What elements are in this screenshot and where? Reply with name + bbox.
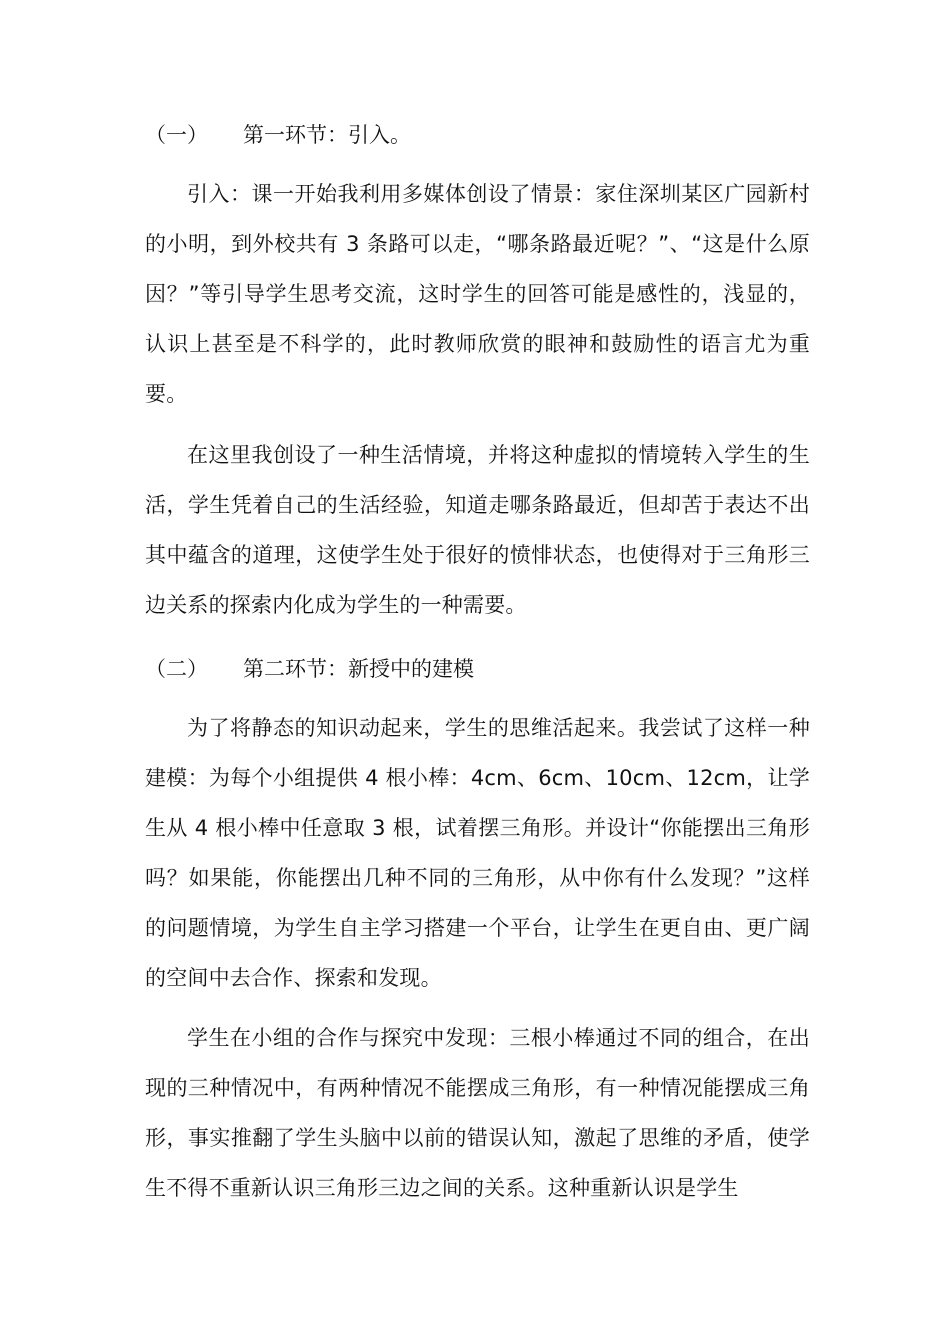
section-heading-1 xyxy=(145,121,411,149)
paragraph-2: 在这里我创设了一种生活情境，并将这种虚拟的情境转入学生的生活，学生凭着自己的生活经验，知道走哪条路最近，但却苦于表达不出其中蕴含的道理，这使学生处于很好的愤悱状态，也使得对于三角形三边关系的探索内化成为学生的一种需要。 xyxy=(145,443,810,617)
section-heading-2 xyxy=(145,655,474,683)
section-number-2: （二） xyxy=(145,657,208,681)
paragraph-4: 学生在小组的合作与探究中发现：三根小棒通过不同的组合，在出现的三种情况中，有两种情况不能摆成三角形，有一种情况能摆成三角形，事实推翻了学生头脑中以前的错误认知，激起了思维的矛盾，使学生不得不重新认识三角形三边之间的关系。这种重新认识是学生 xyxy=(145,1026,810,1200)
paragraph-1: 引入：课一开始我利用多媒体创设了情景：家住深圳某区广园新村的小明，到外校共有 3 条路可以走，“哪条路最近呢？”、“这是什么原因？”等引导学生思考交流，这时学生的回答可能是感性的，浅显的，认识上甚至是不科学的，此时教师欣赏的眼神和鼓励性的语言尤为重要。 xyxy=(145,182,810,406)
section-number-1: （一） xyxy=(145,123,208,147)
section-title-1: 第一环节：引入。 xyxy=(243,123,411,147)
paragraph-3: 为了将静态的知识动起来，学生的思维活起来。我尝试了这样一种建模：为每个小组提供 4 根小棒：4cm、6cm、10cm、12cm，让学生从 4 根小棒中任意取 3 根，试着摆三角形。并设计“你能摆出三角形吗？如果能，你能摆出几种不同的三角形，从中你有什么发现？”这样的问题情境，为学生自主学习搭建一个平台，让学生在更自由、更广阔的空间中去合作、探索和发现。 xyxy=(145,716,810,990)
section-title-2: 第二环节：新授中的建模 xyxy=(243,657,474,681)
